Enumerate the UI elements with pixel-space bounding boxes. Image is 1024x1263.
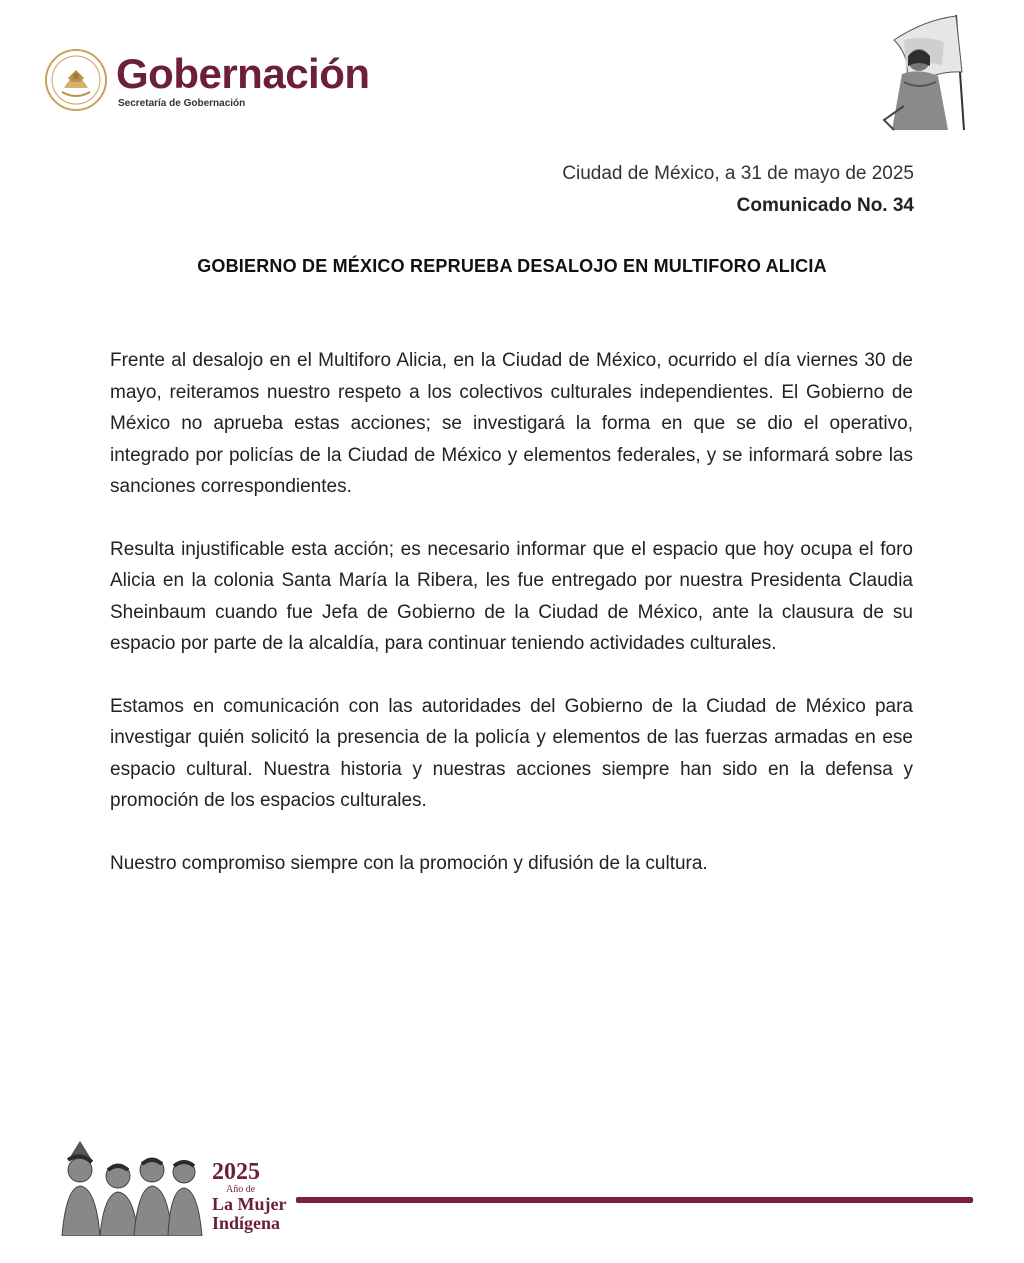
paragraph: Nuestro compromiso siempre con la promoción y difusión de la cultura. [110, 852, 708, 874]
year-subtitle: Año de [226, 1184, 256, 1195]
brand-subtitle: Secretaría de Gobernación [118, 97, 246, 109]
body-text [110, 345, 913, 910]
year-badge [212, 1160, 286, 1233]
footer [48, 1140, 978, 1240]
seal-icon [44, 48, 108, 112]
headline: GOBIERNO DE MÉXICO REPRUEBA DESALOJO EN MULTIFORO ALICIA [197, 256, 827, 276]
footer-rule [296, 1197, 973, 1203]
header [44, 40, 370, 120]
paragraph: Estamos en comunicación con las autoridades del Gobierno de la Ciudad de México para investigar quién solicitó la presencia de la policía y elementos de las fuerzas armadas en ese espacio cultural. Nuestra historia y nuestras acciones siempre han sido en la defensa y promoción de los espacios culturales. [110, 695, 913, 811]
meta [562, 158, 914, 222]
woman-with-flag-icon [864, 10, 974, 135]
indigenous-women-icon [48, 1140, 203, 1236]
year-line-2: Indígena [212, 1213, 281, 1233]
paragraph: Frente al desalojo en el Multiforo Alicia, en la Ciudad de México, ocurrido el día viernes 30 de mayo, reiteramos nuestro respeto a los colectivos culturales independientes. El Gobierno de México no aprueba estas acciones; se investigará la forma en que se dio el operativo, integrado por policías de la Ciudad de México y elementos federales, y se informará sobre las sanciones correspondientes. [110, 350, 913, 497]
brand-name: Gobernación [116, 49, 370, 97]
year: 2025 [212, 1159, 260, 1185]
place-date: Ciudad de México, a 31 de mayo de 2025 [562, 163, 914, 184]
paragraph: Resulta injustificable esta acción; es necesario informar que el espacio que hoy ocupa el foro Alicia en la colonia Santa María la Ribera, les fue entregado por nuestra Presidenta Claudia Sheinbaum cuando fue Jefa de Gobierno de la Ciudad de México, ante la clausura de su espacio por parte de la alcaldía, para continuar teniendo actividades culturales. [110, 538, 913, 654]
communique-number: Comunicado No. 34 [736, 195, 914, 216]
year-line-1: La Mujer [212, 1194, 287, 1214]
